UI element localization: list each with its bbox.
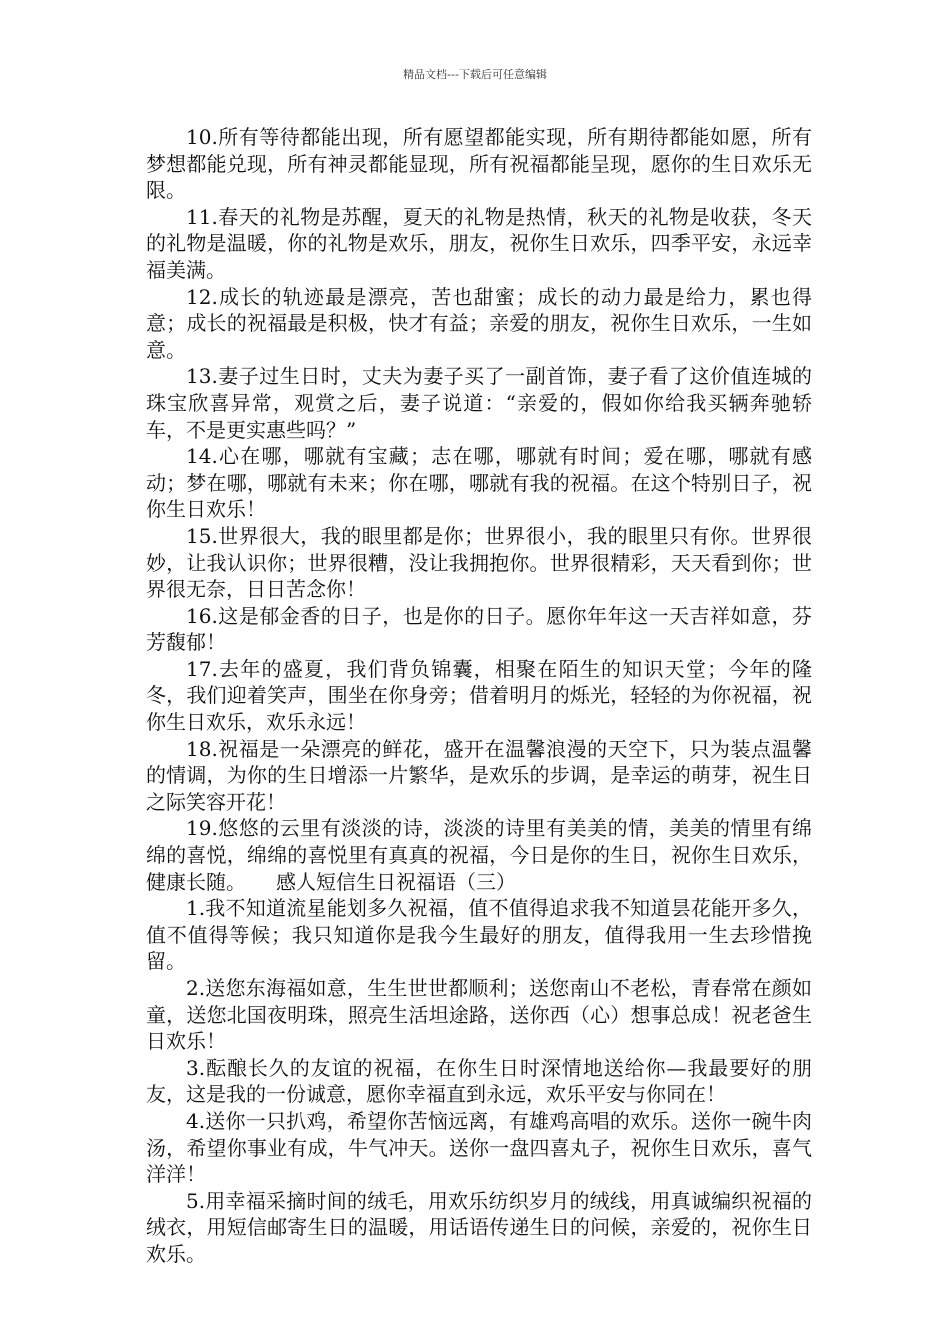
page-header: 精品文档---下载后可任意编辑 <box>403 68 547 81</box>
paragraph: 18.祝福是一朵漂亮的鲜花，盛开在温馨浪漫的天空下，只为装点温馨的情调，为你的生日增添一片繁华，是欢乐的步调，是幸运的萌芽，祝生日之际笑容开花！ <box>146 736 812 814</box>
paragraph: 19.悠悠的云里有淡淡的诗，淡淡的诗里有美美的情，美美的情里有绵绵的喜悦，绵绵的喜悦里有真真的祝福，今日是你的生日，祝你生日欢乐，健康长随。 感人短信生日祝福语（三） <box>146 816 812 894</box>
paragraph: 11.春天的礼物是苏醒，夏天的礼物是热情，秋天的礼物是收获，冬天的礼物是温暖，你的礼物是欢乐，朋友，祝你生日欢乐，四季平安，永远幸福美满。 <box>146 204 812 282</box>
paragraph: 13.妻子过生日时，丈夫为妻子买了一副首饰，妻子看了这价值连城的珠宝欣喜异常，观赏之后，妻子说道：“亲爱的，假如你给我买辆奔驰轿车，不是更实惠些吗？” <box>146 364 812 442</box>
paragraph: 1.我不知道流星能划多久祝福，值不值得追求我不知道昙花能开多久，值不值得等候；我只知道你是我今生最好的朋友，值得我用一生去珍惜挽留。 <box>146 896 812 974</box>
paragraph: 12.成长的轨迹最是漂亮，苦也甜蜜；成长的动力最是给力，累也得意；成长的祝福最是积极，快才有益；亲爱的朋友，祝你生日欢乐，一生如意。 <box>146 284 812 362</box>
paragraph: 14.心在哪，哪就有宝藏；志在哪，哪就有时间；爱在哪，哪就有感动；梦在哪，哪就有未来；你在哪，哪就有我的祝福。在这个特别日子，祝你生日欢乐！ <box>146 444 812 522</box>
paragraph: 2.送您东海福如意，生生世世都顺利；送您南山不老松，青春常在颜如童，送您北国夜明珠，照亮生活坦途路，送你西（心）想事总成！祝老爸生日欢乐！ <box>146 976 812 1054</box>
paragraph: 3.酝酿长久的友谊的祝福，在你生日时深情地送给你—我最要好的朋友，这是我的一份诚意，愿你幸福直到永远，欢乐平安与你同在！ <box>146 1055 812 1107</box>
paragraph: 10.所有等待都能出现，所有愿望都能实现，所有期待都能如愿，所有梦想都能兑现，所有神灵都能显现，所有祝福都能呈现，愿你的生日欢乐无限。 <box>146 125 812 203</box>
paragraph: 4.送你一只扒鸡，希望你苦恼远离，有雄鸡高唱的欢乐。送你一碗牛肉汤，希望你事业有成，牛气冲天。送你一盘四喜丸子，祝你生日欢乐，喜气洋洋！ <box>146 1108 812 1187</box>
paragraph: 15.世界很大，我的眼里都是你；世界很小，我的眼里只有你。世界很妙，让我认识你；世界很糟，没让我拥抱你。世界很精彩，天天看到你；世界很无奈，日日苦念你！ <box>146 523 812 602</box>
paragraph: 17.去年的盛夏，我们背负锦囊，相聚在陌生的知识天堂；今年的隆冬，我们迎着笑声，围坐在你身旁；借着明月的烁光，轻轻的为你祝福，祝你生日欢乐，欢乐永远！ <box>146 656 812 735</box>
paragraph: 5.用幸福采摘时间的绒毛，用欢乐纺织岁月的绒线，用真诚编织祝福的绒衣，用短信邮寄生日的温暖，用话语传递生日的问候，亲爱的，祝你生日欢乐。 <box>146 1188 812 1266</box>
paragraph: 16.这是郁金香的日子，也是你的日子。愿你年年这一天吉祥如意，芬芳馥郁！ <box>146 603 812 655</box>
document-body <box>146 124 812 1268</box>
